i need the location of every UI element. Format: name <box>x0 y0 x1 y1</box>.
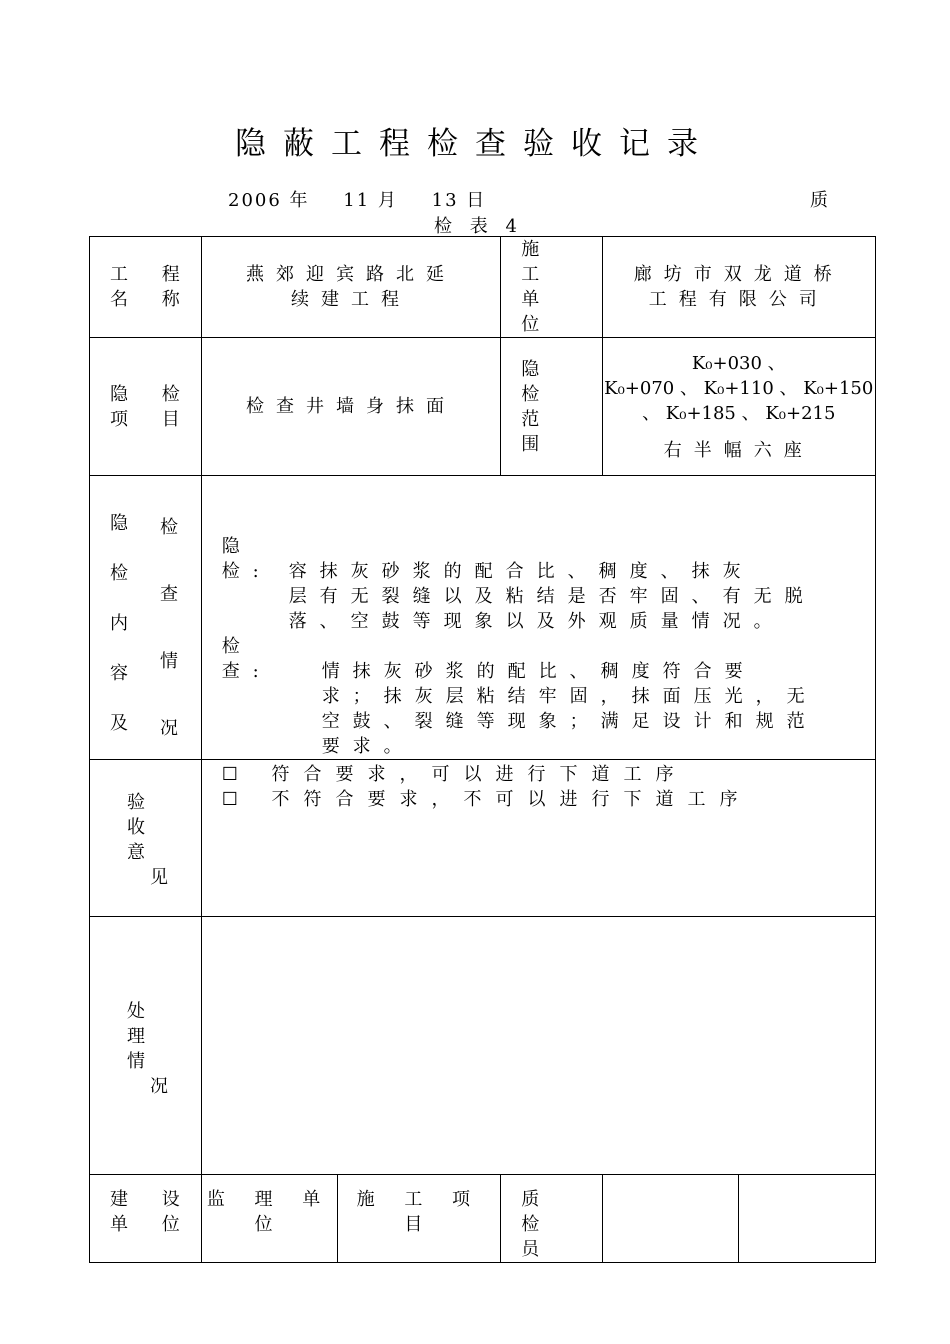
option-reject[interactable]: ☐ 不符合要求，不可以进行下道工序 <box>221 789 752 810</box>
sig-blank-1[interactable] <box>602 1175 739 1263</box>
opinion-options <box>201 760 875 917</box>
sig-blank-2[interactable] <box>739 1175 876 1263</box>
opinion-label: 验 收 意 见 <box>90 760 202 917</box>
date-day: 13 日 <box>431 190 487 211</box>
range-line: K₀+070 、 K₀+110 、 K₀+150 <box>604 377 874 399</box>
range-line: 、 K₀+185 、 K₀+215 <box>642 402 836 424</box>
contractor-value: 廊坊市双龙道桥 工程有限公司 <box>602 237 876 338</box>
date-line <box>228 186 512 212</box>
inspection-range-value <box>602 338 876 476</box>
handling-content[interactable] <box>201 917 875 1175</box>
inspection-item-value: 检查井墙身抹面 <box>201 338 501 476</box>
hidden-check-lead: 隐 检: <box>221 536 272 582</box>
project-name-value: 燕郊迎宾路北延 续建工程 <box>201 237 501 338</box>
date-year: 2006 年 <box>228 190 310 211</box>
range-line: K₀+030 、 <box>691 352 786 374</box>
handling-label: 处 理 情 况 <box>90 917 202 1175</box>
project-name-label: 工 程 名 称 <box>90 237 202 338</box>
sig-owner: 建 设 单 位 <box>90 1175 202 1263</box>
sig-supervisor: 监 理 单 位 <box>201 1175 338 1263</box>
inspection-range-label: 隐 检 范 围 <box>501 338 602 476</box>
corner-char: 质 <box>810 190 828 211</box>
range-extra: 右半幅六座 <box>663 439 814 461</box>
content-label: 隐 检 检 查 内 情 容 况 及 <box>90 476 202 760</box>
document-title: 隐蔽工程检查验收记录 <box>235 126 715 162</box>
form-number: 检 表 4 <box>434 216 523 237</box>
inspection-form <box>89 236 876 1263</box>
sig-construction: 施 工 项 目 <box>338 1175 501 1263</box>
option-approve[interactable]: ☐ 符合要求，可以进行下道工序 <box>221 764 688 785</box>
contractor-label: 施 工 单 位 <box>501 237 602 338</box>
sig-qc: 质 检 员 <box>501 1175 602 1263</box>
content-text: 隐 检: 容抹灰砂浆的配合比、稠度、抹灰 层有无裂缝以及粘结是否牢固、有无脱 落、空鼓等现象以及外观质量情况。 检 查: 情抹灰砂浆的配比、稠度符合要 求；抹灰层粘结牢固，抹面压光，无 空鼓、裂缝等现象；满足设计和规范 要求。 <box>201 476 875 760</box>
check-lead: 检 查: <box>221 636 272 682</box>
inspection-item-label: 隐 检 项 目 <box>90 338 202 476</box>
date-month: 11 月 <box>343 190 398 211</box>
